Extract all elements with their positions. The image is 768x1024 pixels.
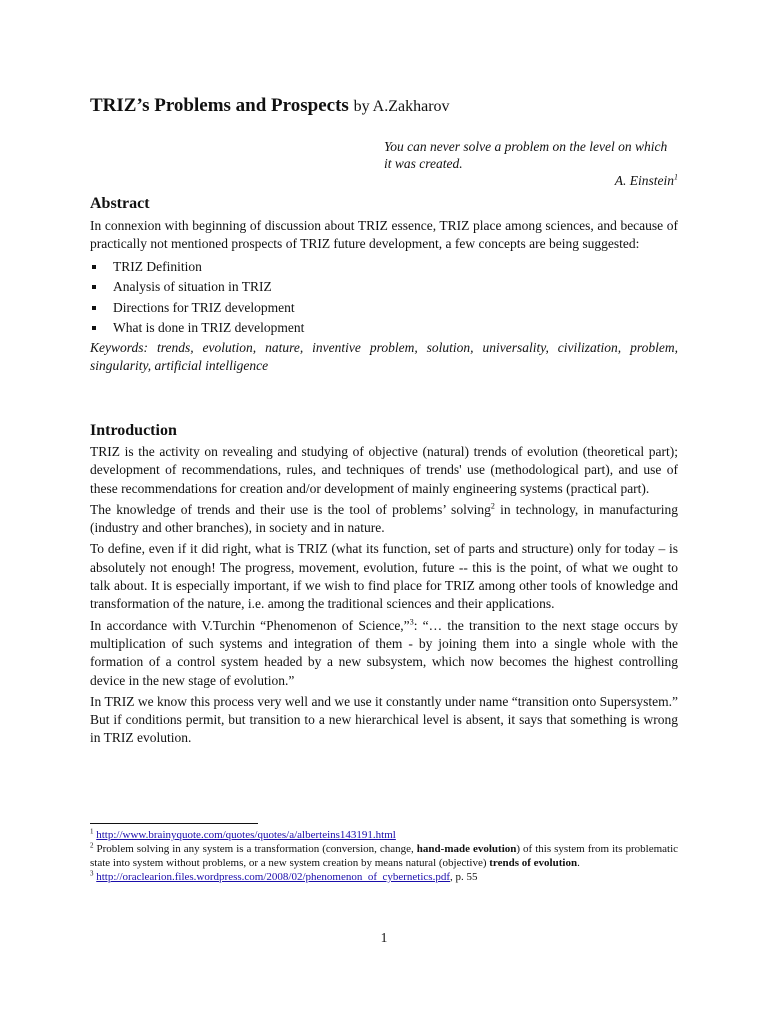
title-text: TRIZ’s Problems and Prospects (90, 95, 349, 116)
epigraph (384, 138, 678, 189)
footnote-ref-1[interactable]: 1 (674, 172, 678, 182)
intro-paragraph-1: TRIZ is the activity on revealing and studying of objective (natural) trends of evolution (theoretical part); development of recommendations, rules, and techniques of trends' use (methodological part), and use of these recommendations for creation and/or development of mainly engineering systems (practical part). (90, 444, 678, 496)
introduction-section (90, 443, 678, 751)
intro-p2-text-a: The knowledge of trends and their use is the tool of problems’ solving (90, 501, 491, 517)
abstract-section (90, 217, 678, 378)
footnotes (90, 828, 678, 884)
footnote-2-text-b: ) of this system from its problematic state into system without problems, or a new system creation by means natural (objective) (90, 843, 679, 869)
footnote-2-bold-1: hand-made evolution (416, 843, 517, 855)
intro-paragraph-3: To define, even if it did right, what is TRIZ (what its function, set of parts and structure) only for today – is absolutely not enough! The progress, movement, evolution, future -- this is the point, of what we ought to talk about. It is especially important, if we wish to find place for TRIZ among other tools of knowledge and transformation of the nature, i.e. among the traditional sciences and their applications. (90, 541, 678, 612)
abstract-bullet-list (90, 257, 678, 339)
epigraph-quote: You can never solve a problem on the level on which it was created. (384, 139, 668, 171)
footnote-1 (90, 828, 678, 842)
epigraph-attribution (384, 172, 678, 189)
list-item: What is done in TRIZ development (90, 318, 678, 339)
author-byline: by A.Zakharov (353, 98, 450, 115)
abstract-heading: Abstract (90, 195, 150, 212)
footnote-number: 3 (90, 869, 94, 878)
footnote-ref-2[interactable]: 2 (490, 501, 495, 511)
keywords: Keywords: trends, evolution, nature, inventive problem, solution, universality, civilization, problem, singularity, artificial intelligence (90, 339, 678, 373)
abstract-paragraph: In connexion with beginning of discussion about TRIZ essence, TRIZ place among sciences, and because of practically not mentioned prospects of TRIZ future development, a few concepts are being suggested: (90, 218, 678, 252)
footnote-3-tail: , p. 55 (450, 871, 478, 883)
page-number: 1 (380, 930, 388, 945)
footnote-3-link[interactable]: http://oraclearion.files.wordpress.com/2008/02/phenomenon_of_cybernetics.pdf (96, 871, 450, 883)
introduction-heading: Introduction (90, 422, 177, 439)
footnote-divider (90, 823, 258, 824)
footnote-1-link[interactable]: http://www.brainyquote.com/quotes/quotes/a/alberteins143191.html (96, 829, 396, 841)
footnote-2-text-c: . (577, 857, 580, 869)
intro-p4-text-a: In accordance with V.Turchin “Phenomenon of Science,” (90, 617, 410, 633)
intro-paragraph-4 (90, 617, 678, 690)
attribution-name: A. Einstein (614, 173, 674, 188)
intro-paragraph-5: In TRIZ we know this process very well and we use it constantly under name “transition onto Supersystem.” But if conditions permit, but transition to a new hierarchical level is absent, it says that something is wrong in TRIZ evolution. (90, 693, 678, 746)
intro-p4-text-b: : “… the transition to the next stage occurs by multiplication of such systems and integration of them - by joining them into a single whole with the formation of a control system headed by a new subsystem, which now becomes the highest controlling device in the new stage of evolution.” (90, 617, 679, 688)
document-title (90, 94, 450, 119)
intro-paragraph-2 (90, 501, 678, 538)
footnote-2 (90, 842, 678, 870)
footnote-ref-3[interactable]: 3 (409, 617, 414, 627)
footnote-number: 1 (90, 827, 94, 836)
footnote-2-bold-2: trends of evolution (489, 857, 578, 869)
footnote-3 (90, 870, 678, 884)
footnote-number: 2 (90, 841, 94, 850)
list-item: TRIZ Definition (90, 257, 678, 278)
footnote-2-text-a: Problem solving in any system is a transformation (conversion, change, (96, 843, 417, 855)
list-item: Analysis of situation in TRIZ (90, 277, 678, 298)
list-item: Directions for TRIZ development (90, 298, 678, 319)
intro-p2-text-b: in technology, in manufacturing (industry and other branches), in society and in nature. (90, 501, 678, 536)
